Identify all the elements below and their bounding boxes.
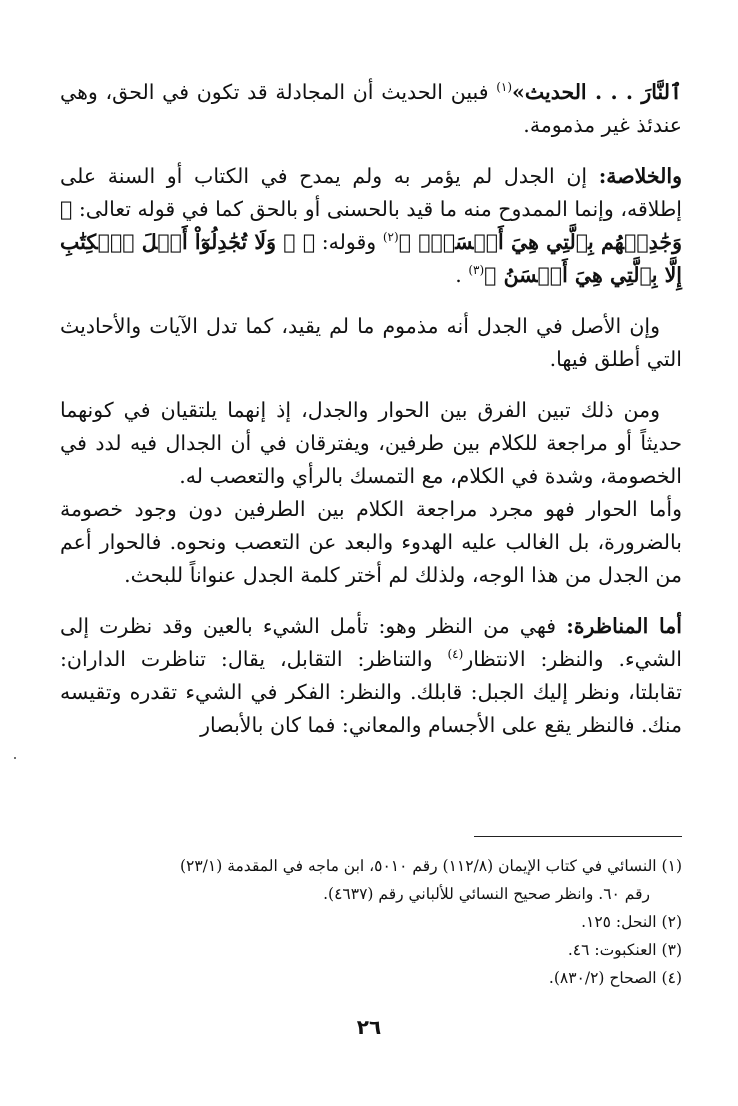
footnote-3 [60,936,682,964]
paragraph-summary [60,160,682,292]
main-text [60,76,682,742]
footnote-number: (٢) [661,913,682,931]
footnote-number: (٣) [661,941,682,959]
quote-tail: ٱلنَّارَ . . . الحديث» [512,80,682,104]
paragraph-hadith-conclusion [60,76,682,142]
paragraph-text: وقوله: [315,230,383,254]
footnote-text: النحل: ١٢٥. [581,913,657,931]
footnote-number: (٤) [661,969,682,987]
footnote-2 [60,908,682,936]
page-number: ٢٦ [356,1015,382,1039]
footnote-ref-3[interactable]: (٣) [468,263,485,278]
footnote-number: (١) [661,857,682,875]
footnote-text: النسائي في كتاب الإيمان (١١٢/٨) رقم ٥٠١٠، ابن ماجه في المقدمة (٢٣/١) [179,857,657,875]
paragraph-text: فهي من النظر وهو: تأمل الشيء بالعين وقد نظرت إلى الشيء. والنظر: الانتظار [60,614,682,671]
footnote-4 [60,964,682,992]
munazara-heading: أما المناظرة: [566,614,682,638]
summary-heading: والخلاصة: [598,164,682,188]
paragraph-dialogue: وأما الحوار فهو مجرد مراجعة الكلام بين الطرفين دون وجود خصومة بالضرورة، بل الغالب عليه الهدوء والبعد عن التعصب ونحوه. فالحوار أعم من الجدل من هذا الوجه، ولذلك لم أختر كلمة الجدل عنواناً للبحث. [60,497,682,587]
footnote-text: الصحاح (٨٣٠/٢). [548,969,657,987]
footnote-ref-4[interactable]: (٤) [447,647,464,662]
footnote-1 [60,852,682,908]
quran-verse-ankabut: ﴿ ۞ وَلَا تُجَٰدِلُوٓاْ أَهۡلَ ٱلۡكِتَٰبِ إِلَّا بِٱلَّتِي هِيَ أَحۡسَنُ ﴾ [60,230,682,287]
paragraph-text: فبين الحديث أن المجادلة قد تكون في الحق، وهي عندئذ غير مذمومة. [60,80,682,137]
paragraph-text: . [455,263,469,287]
footnote-text: العنكبوت: ٤٦. [567,941,657,959]
quran-verse-nahl: ﴿ وَجَٰدِلۡهُم بِٱلَّتِي هِيَ أَحۡسَنُۚ ﴾ [60,197,683,254]
paragraph-text: والتناظر: التقابل، يقال: تناظرت الداران: تقابلتا، ونظر إليك الجبل: قابلك. والنظر: الفكر في الشيء تقدره وتقيسه منك. فالنظر يقع على الأجسام والمعاني: فما كان بالأبصار [60,647,682,737]
footnote-ref-2[interactable]: (٢) [382,230,399,245]
footnote-text-continued: رقم ٦٠. وانظر صحيح النسائي للألباني رقم (٤٦٣٧). [323,885,650,903]
paragraph-origin-of-debate: وإن الأصل في الجدل أنه مذموم ما لم يقيد، كما تدل الآيات والأحاديث التي أطلق فيها. [60,314,682,371]
footnote-ref-1[interactable]: (١) [496,80,513,95]
footnotes [60,852,682,992]
paragraph-munazara [60,610,682,742]
paragraph-difference: ومن ذلك تبين الفرق بين الحوار والجدل، إذ إنهما يلتقيان في كونهما حديثاً أو مراجعة للكلام بين طرفين، ويفترقان في أن الجدال فيه لدد في الخصومة، وشدة في الكلام، مع التمسك بالرأي والتعصب له. [60,398,682,488]
footnote-divider [474,836,682,837]
paragraph-text: إن الجدل لم يؤمر به ولم يمدح في الكتاب أو السنة على إطلاقه، وإنما الممدوح منه ما قيد بالحسنى أو بالحق كما في قوله تعالى: [60,164,682,221]
scan-mark [14,757,16,759]
